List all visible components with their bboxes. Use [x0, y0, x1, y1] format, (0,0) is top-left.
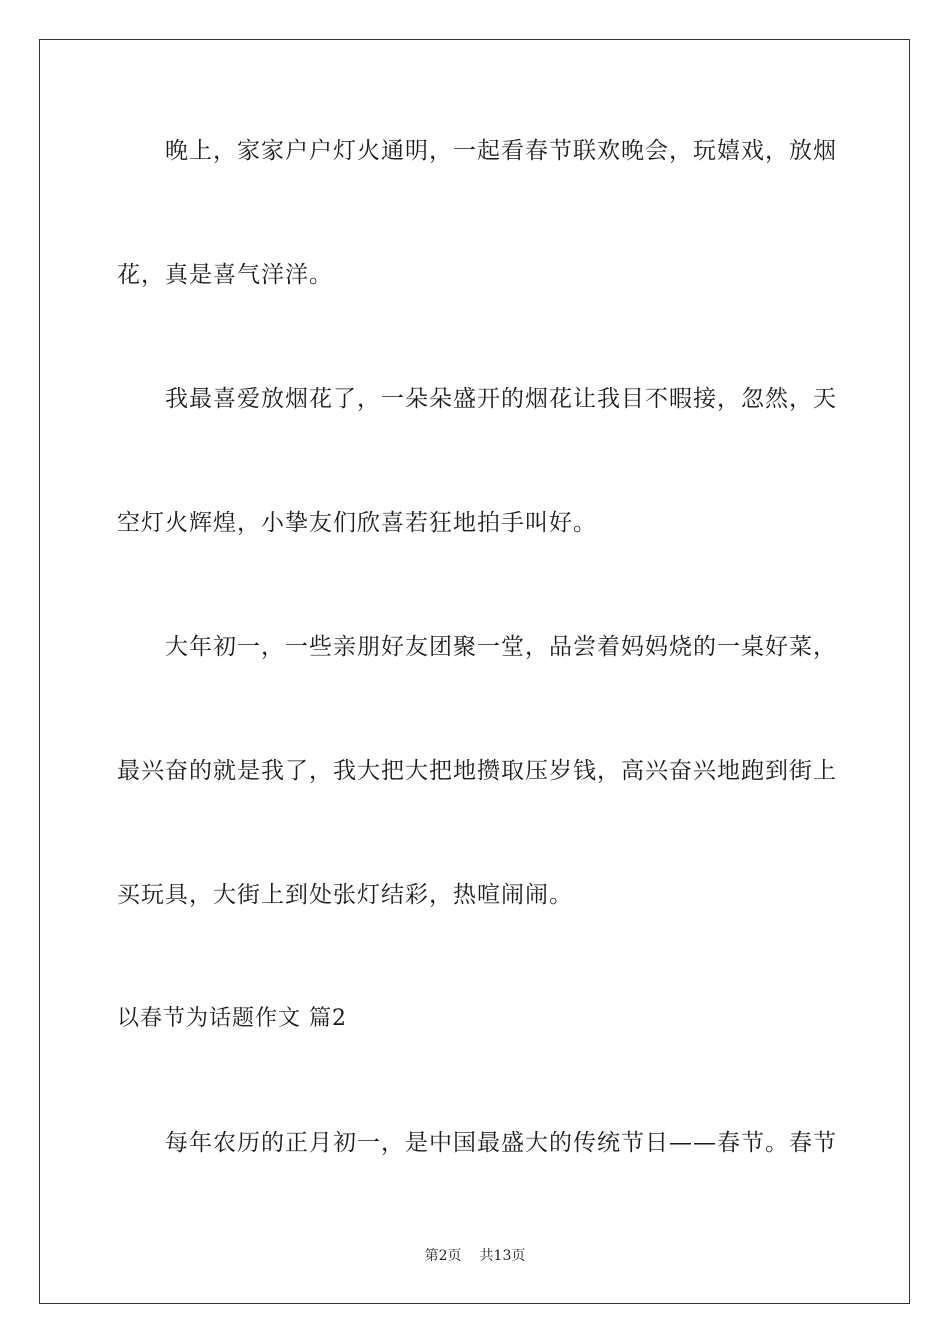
paragraph-line: 最兴奋的就是我了，我大把大把地攒取压岁钱，高兴奋兴地跑到街上 [117, 758, 837, 784]
paragraph-line: 每年农历的正月初一，是中国最盛大的传统节日——春节。春节 [165, 1130, 837, 1156]
paragraph-line: 大年初一，一些亲朋好友团聚一堂，品尝着妈妈烧的一桌好菜， [165, 634, 837, 660]
paragraph-line: 空灯火辉煌，小挚友们欣喜若狂地拍手叫好。 [117, 510, 597, 536]
page-number: 第2页 [424, 1248, 462, 1264]
page-footer [0, 1247, 950, 1265]
paragraph-line: 买玩具，大街上到处张灯结彩，热喧闹闹。 [117, 882, 573, 908]
page-border [39, 39, 910, 1304]
paragraph-line: 晚上，家家户户灯火通明，一起看春节联欢晚会，玩嬉戏，放烟 [165, 138, 837, 164]
section-heading: 以春节为话题作文 篇2 [117, 1006, 347, 1031]
paragraph-line: 花，真是喜气洋洋。 [117, 262, 333, 288]
paragraph-line: 我最喜爱放烟花了，一朵朵盛开的烟花让我目不暇接，忽然，天 [165, 386, 837, 412]
page-total: 共13页 [479, 1248, 526, 1264]
